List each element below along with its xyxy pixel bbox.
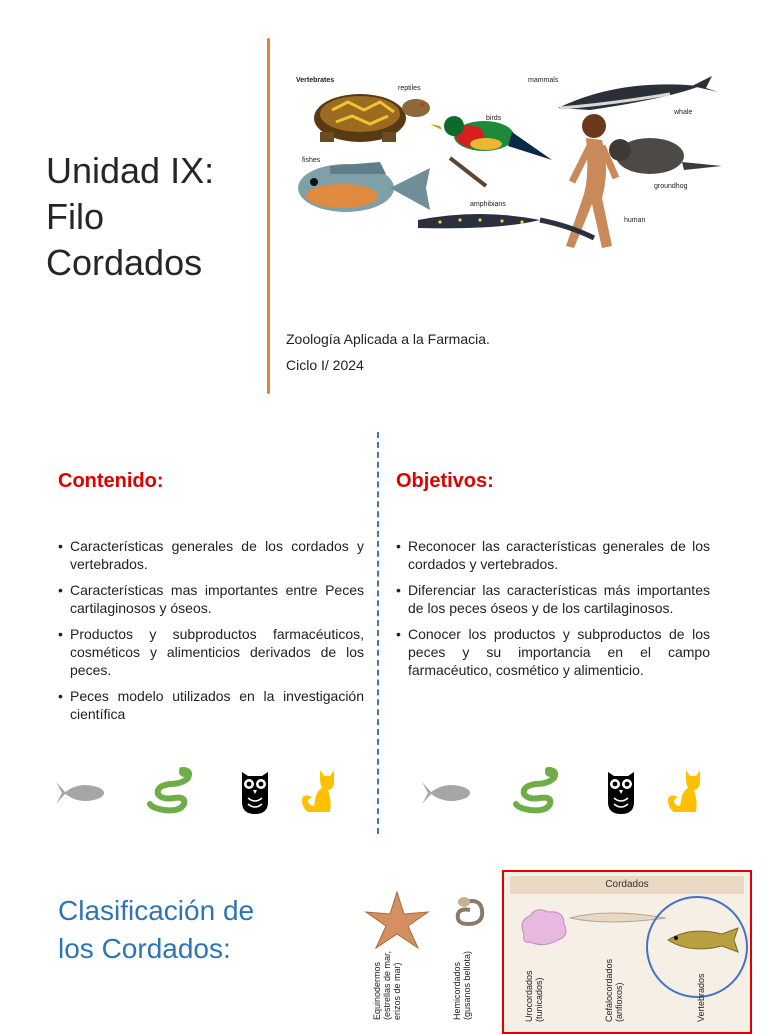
contenido-column — [58, 470, 364, 731]
group-note: (estrellas de mar, — [382, 950, 392, 1020]
cat-icon — [298, 768, 338, 814]
group-name: Equinodermos — [372, 961, 382, 1020]
group-name: Vertebrados — [696, 973, 706, 1022]
group-label-equinodermos — [372, 951, 402, 1020]
list-item: • Reconocer las características generales de los cordados y vertebrados. — [408, 537, 710, 573]
snake-icon — [146, 764, 194, 814]
group-label-hemicordados — [452, 951, 472, 1020]
title-slide — [0, 0, 768, 410]
starfish-image — [362, 890, 432, 950]
objetivos-column — [396, 470, 710, 687]
classification-slide — [0, 842, 768, 1024]
group-name: Urocordados — [524, 970, 534, 1022]
turtle-image — [314, 94, 430, 142]
carp-image — [660, 924, 740, 956]
classification-title — [58, 892, 254, 968]
group-name: Hemicordados — [452, 961, 462, 1020]
contenido-list — [58, 537, 364, 723]
label-mammals: mammals — [528, 77, 559, 84]
group-note: (anfioxos) — [614, 982, 624, 1022]
owl-icon — [238, 766, 272, 816]
label-whale: whale — [674, 109, 693, 116]
cat-icon — [664, 768, 704, 814]
content-objectives-slide — [0, 410, 768, 842]
title-line: Clasificación de — [58, 895, 255, 926]
list-item: • Características mas importantes entre Peces cartilaginosos y óseos. — [70, 581, 364, 617]
vertebrates-illustration — [290, 70, 730, 255]
title-line: Cordados — [46, 242, 203, 283]
tunicate-image — [514, 904, 574, 948]
title-line: Filo — [46, 196, 105, 237]
fish-icon — [420, 778, 476, 808]
acorn-worm-image — [448, 894, 488, 938]
orange-divider — [267, 38, 270, 394]
slide-subtitle — [286, 326, 490, 378]
groundhog-image — [609, 138, 722, 174]
contenido-heading: Contenido: — [58, 470, 164, 492]
cordados-frame — [502, 870, 752, 1034]
group-label-cefalocordados — [604, 959, 624, 1022]
list-item: • Diferenciar las características más importantes de los peces óseos y de los cartilaginosos. — [408, 581, 710, 617]
label-fishes: fishes — [302, 157, 321, 164]
slide-title — [46, 148, 214, 286]
dashed-divider — [377, 432, 379, 834]
label-vertebrates: Vertebrates — [296, 77, 335, 84]
group-name: Cefalocordados — [604, 958, 614, 1022]
list-item: • Características generales de los cordados y vertebrados. — [70, 537, 364, 573]
list-item: • Peces modelo utilizados en la investigación científica — [70, 687, 364, 723]
group-label-urocordados — [524, 970, 544, 1022]
course-cycle: Ciclo I/ 2024 — [286, 357, 364, 373]
label-amphibians: amphibians — [470, 201, 506, 208]
group-note: erizos de mar) — [392, 962, 402, 1020]
group-note: (gusanos bellota) — [462, 950, 472, 1020]
fish-image — [298, 162, 430, 212]
title-line: los Cordados: — [58, 933, 231, 964]
bird-image — [430, 116, 552, 186]
title-line: Unidad IX: — [46, 150, 215, 191]
list-item: • Productos y subproductos farmacéuticos, cosméticos y alimenticios derivados de los peces. — [70, 625, 364, 679]
salamander-image — [418, 214, 594, 238]
label-human: human — [624, 217, 646, 224]
objetivos-heading: Objetivos: — [396, 470, 494, 492]
cordados-heading: Cordados — [510, 876, 744, 894]
snake-icon — [512, 764, 560, 814]
whale-image — [558, 76, 718, 110]
course-name: Zoología Aplicada a la Farmacia. — [286, 331, 490, 347]
group-label-vertebrados — [696, 973, 706, 1022]
owl-icon — [604, 766, 638, 816]
list-item: • Conocer los productos y subproductos de los peces y su importancia en el campo farmacéutico, cosmético y alimenticio. — [408, 625, 710, 679]
fish-icon — [54, 778, 110, 808]
objetivos-list — [396, 537, 710, 679]
group-note: (tunicados) — [534, 977, 544, 1022]
label-birds: birds — [486, 115, 502, 122]
label-reptiles: reptiles — [398, 85, 421, 92]
label-groundhog: groundhog — [654, 183, 688, 190]
